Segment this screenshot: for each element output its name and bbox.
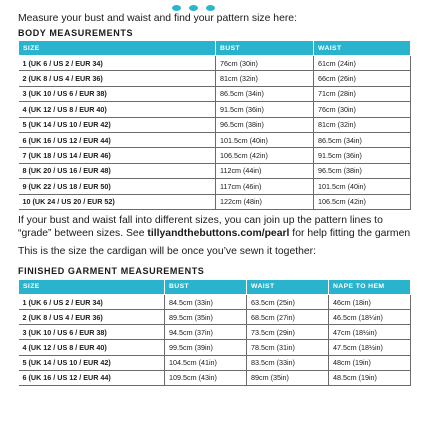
measurement-cell: 86.5cm (34in) [314, 132, 411, 147]
table-row [19, 340, 411, 355]
table-row [19, 132, 411, 147]
table-row [19, 179, 411, 194]
measurement-cell: 94.5cm (37in) [165, 325, 247, 340]
grade-text-end: for help fitting the garmen [289, 227, 411, 239]
table-row [19, 163, 411, 178]
measurement-cell: 106.5cm (42in) [314, 194, 411, 209]
measurement-cell: 46.5cm (18¼in) [329, 310, 411, 325]
grade-paragraph-line: If your bust and waist fall into different sizes, you can join up the pattern lines to [18, 214, 383, 226]
finished-garment-table [18, 279, 411, 386]
size-cell: 6 (UK 16 / US 12 / EUR 44) [19, 132, 216, 147]
measurement-cell: 81cm (32in) [314, 117, 411, 132]
measurement-cell: 106.5cm (42in) [216, 148, 314, 163]
table-row [19, 86, 411, 101]
measurement-cell: 117cm (46in) [216, 179, 314, 194]
size-cell: 8 (UK 20 / US 16 / EUR 48) [19, 163, 216, 178]
size-cell: 1 (UK 6 / US 2 / EUR 34) [19, 56, 216, 71]
table-row [19, 355, 411, 370]
table-row [19, 148, 411, 163]
grade-paragraph [18, 214, 430, 240]
table-row [19, 370, 411, 385]
measurement-cell: 96.5cm (38in) [314, 163, 411, 178]
measurement-cell: 96.5cm (38in) [216, 117, 314, 132]
size-cell: 2 (UK 8 / US 4 / EUR 36) [19, 71, 216, 86]
measurement-cell: 89cm (35in) [247, 370, 329, 385]
measurement-cell: 81cm (32in) [216, 71, 314, 86]
table-row [19, 71, 411, 86]
table-row [19, 194, 411, 209]
intro-text: Measure your bust and waist and find your pattern size here: [18, 13, 297, 24]
measurement-cell: 112cm (44in) [216, 163, 314, 178]
size-cell: 9 (UK 22 / US 18 / EUR 50) [19, 179, 216, 194]
column-header: BUST [165, 279, 247, 294]
measurement-cell: 63.5cm (25in) [247, 294, 329, 309]
grade-text: “grade” between sizes. See [18, 227, 148, 239]
measurement-cell: 122cm (48in) [216, 194, 314, 209]
measurement-cell: 101.5cm (40in) [314, 179, 411, 194]
finished-garment-title: FINISHED GARMENT MEASUREMENTS [18, 265, 205, 276]
table-row [19, 325, 411, 340]
table-row [19, 310, 411, 325]
column-header: SIZE [19, 279, 165, 294]
pattern-help-link[interactable]: tillyandthebuttons.com/pearl [147, 227, 290, 239]
grade-paragraph-line [18, 227, 430, 240]
column-header: SIZE [19, 41, 216, 56]
measurement-cell: 48.5cm (19in) [329, 370, 411, 385]
size-cell: 3 (UK 10 / US 6 / EUR 38) [19, 325, 165, 340]
size-cell: 7 (UK 18 / US 14 / EUR 46) [19, 148, 216, 163]
size-cell: 5 (UK 14 / US 10 / EUR 42) [19, 117, 216, 132]
size-cell: 5 (UK 14 / US 10 / EUR 42) [19, 355, 165, 370]
table-row [19, 102, 411, 117]
size-cell: 3 (UK 10 / US 6 / EUR 38) [19, 86, 216, 101]
size-cell: 2 (UK 8 / US 4 / EUR 36) [19, 310, 165, 325]
column-header: WAIST [314, 41, 411, 56]
measurement-cell: 61cm (24in) [314, 56, 411, 71]
size-cell: 4 (UK 12 / US 8 / EUR 40) [19, 102, 216, 117]
measurement-cell: 104.5cm (41in) [165, 355, 247, 370]
measurement-cell: 78.5cm (31in) [247, 340, 329, 355]
measurement-cell: 101.5cm (40in) [216, 132, 314, 147]
table-header-row [19, 41, 411, 56]
measurement-cell: 66cm (26in) [314, 71, 411, 86]
measurement-cell: 71cm (28in) [314, 86, 411, 101]
table-row [19, 294, 411, 309]
page-content [18, 0, 430, 386]
table-row [19, 117, 411, 132]
column-header: WAIST [247, 279, 329, 294]
column-header: BUST [216, 41, 314, 56]
measurement-cell: 76cm (30in) [216, 56, 314, 71]
measurement-cell: 83.5cm (33in) [247, 355, 329, 370]
body-measurements-table [18, 40, 411, 210]
measurement-cell: 47cm (18½in) [329, 325, 411, 340]
size-cell: 1 (UK 6 / US 2 / EUR 34) [19, 294, 165, 309]
size-cell: 10 (UK 24 / US 20 / EUR 52) [19, 194, 216, 209]
measurement-cell: 86.5cm (34in) [216, 86, 314, 101]
measurement-cell: 89.5cm (35in) [165, 310, 247, 325]
column-header: NAPE TO HEM [329, 279, 411, 294]
measurement-cell: 99.5cm (39in) [165, 340, 247, 355]
measurement-cell: 68.5cm (27in) [247, 310, 329, 325]
measurement-cell: 91.5cm (36in) [216, 102, 314, 117]
measurement-cell: 48cm (19in) [329, 355, 411, 370]
measurement-cell: 47.5cm (18½in) [329, 340, 411, 355]
measurement-cell: 84.5cm (33in) [165, 294, 247, 309]
measurement-cell: 46cm (18in) [329, 294, 411, 309]
measurement-cell: 91.5cm (36in) [314, 148, 411, 163]
table-row [19, 56, 411, 71]
body-measurements-title: BODY MEASUREMENTS [18, 28, 134, 38]
size-note: This is the size the cardigan will be once you’ve sewn it together: [18, 245, 317, 257]
size-cell: 4 (UK 12 / US 8 / EUR 40) [19, 340, 165, 355]
measurement-cell: 109.5cm (43in) [165, 370, 247, 385]
table-header-row [19, 279, 411, 294]
measurement-cell: 76cm (30in) [314, 102, 411, 117]
measurement-cell: 73.5cm (29in) [247, 325, 329, 340]
size-cell: 6 (UK 16 / US 12 / EUR 44) [19, 370, 165, 385]
